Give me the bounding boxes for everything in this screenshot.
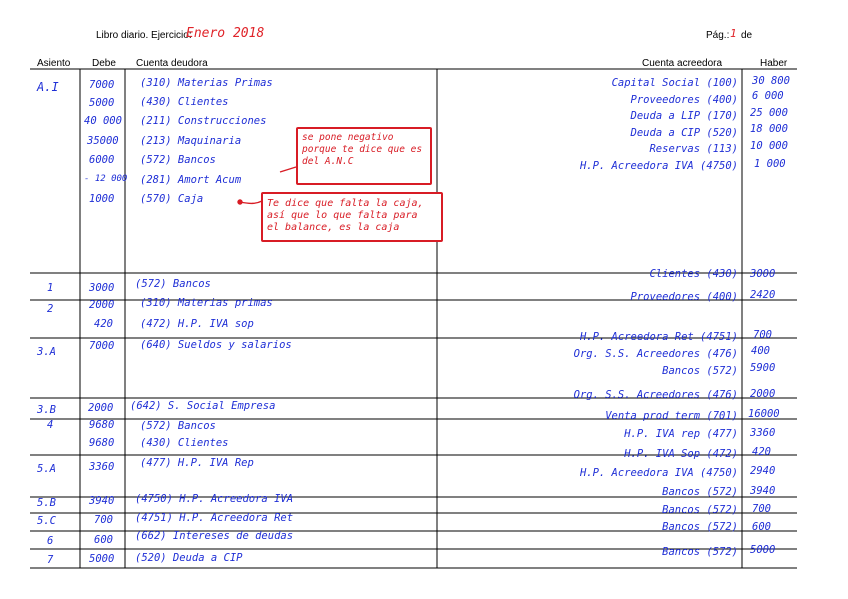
- acreedora-cell: H.P. IVA rep (477): [624, 428, 738, 440]
- debe-cell: 600: [94, 534, 113, 546]
- deudora-cell: (430) Clientes: [140, 96, 229, 108]
- asiento-cell: 4: [47, 419, 54, 431]
- debe-cell: 3940: [89, 495, 115, 507]
- note-line: el balance, es la caja: [267, 222, 400, 233]
- note-line: del A.N.C: [302, 156, 354, 167]
- deudora-cell: (4751) H.P. Acreedora Ret: [135, 512, 294, 524]
- acreedora-cell: Bancos (572): [662, 546, 738, 558]
- page-suffix: de: [741, 30, 753, 41]
- debe-cell: 1000: [89, 193, 115, 205]
- deudora-cell: (572) Bancos: [135, 278, 211, 290]
- acreedora-cell: Venta prod term (701): [605, 410, 738, 422]
- col-debe: Debe: [92, 58, 116, 69]
- note-line: porque te dice que es: [302, 144, 423, 155]
- haber-cell: 700: [753, 329, 772, 341]
- haber-cell: 25 000: [750, 107, 788, 119]
- debe-cell: 2000: [89, 299, 115, 311]
- debe-cell: 5000: [89, 97, 115, 109]
- acreedora-cell: H.P. IVA Sop (472): [624, 448, 738, 460]
- deudora-cell: (430) Clientes: [140, 437, 229, 449]
- col-cuenta-deudora: Cuenta deudora: [136, 58, 208, 69]
- note-caja: [261, 192, 443, 242]
- deudora-cell: (642) S. Social Empresa: [130, 400, 276, 412]
- debe-cell: 9680: [89, 419, 115, 431]
- asiento-cell: 3.B: [37, 404, 56, 416]
- debe-cell: 9680: [89, 437, 115, 449]
- debe-cell: 7000: [89, 79, 115, 91]
- haber-cell: 600: [752, 521, 771, 533]
- debe-cell: 6000: [89, 154, 115, 166]
- acreedora-cell: Proveedores (400): [630, 94, 738, 106]
- deudora-cell: (213) Maquinaria: [140, 135, 242, 147]
- deudora-cell: (570) Caja: [140, 193, 204, 205]
- debe-cell: 2000: [88, 402, 114, 414]
- asiento-cell: 7: [47, 554, 54, 566]
- haber-cell: 3940: [750, 485, 776, 497]
- acreedora-cell: Org. S.S. Acreedores (476): [573, 348, 738, 360]
- col-cuenta-acreedora: Cuenta acreedora: [642, 58, 723, 69]
- deudora-cell: (281) Amort Acum: [140, 174, 242, 186]
- haber-cell: 1 000: [754, 158, 786, 170]
- haber-cell: 16000: [748, 408, 780, 420]
- haber-cell: 30 800: [752, 75, 790, 87]
- note-amortizacion: [296, 127, 432, 185]
- debe-cell: 420: [94, 318, 113, 330]
- col-haber: Haber: [760, 58, 788, 69]
- acreedora-cell: Bancos (572): [662, 365, 738, 377]
- deudora-cell: (472) H.P. IVA sop: [140, 318, 254, 330]
- deudora-cell: (572) Bancos: [140, 154, 216, 166]
- haber-cell: 10 000: [750, 140, 788, 152]
- acreedora-cell: Clientes (430): [649, 268, 738, 280]
- haber-cell: 5000: [750, 544, 776, 556]
- acreedora-cell: Org. S.S. Acreedores (476): [573, 389, 738, 401]
- journal-period: Enero 2018: [186, 26, 265, 41]
- debe-cell: 7000: [89, 340, 115, 352]
- debe-cell: 3360: [89, 461, 115, 473]
- asiento-cell: 2: [47, 303, 54, 315]
- debe-cell: 700: [94, 514, 113, 526]
- journal-title: Libro diario. Ejercicio:: [96, 30, 192, 41]
- haber-cell: 6 000: [752, 90, 784, 102]
- acreedora-cell: Deuda a CIP (520): [630, 127, 738, 139]
- note-line: Te dice que falta la caja,: [267, 198, 424, 209]
- debe-cell: 5000: [89, 553, 115, 565]
- acreedora-cell: Reservas (113): [649, 143, 738, 155]
- note-line: se pone negativo: [302, 132, 394, 143]
- asiento-cell: 6: [47, 535, 54, 547]
- haber-cell: 2000: [750, 388, 776, 400]
- debe-cell: 35000: [87, 135, 119, 147]
- deudora-cell: (310) Materias primas: [140, 297, 273, 309]
- acreedora-cell: Proveedores (400): [630, 291, 738, 303]
- haber-cell: 3360: [750, 427, 776, 439]
- acreedora-cell: Bancos (572): [662, 504, 738, 516]
- asiento-cell: 3.A: [37, 346, 56, 358]
- deudora-cell: (211) Construcciones: [140, 115, 267, 127]
- debe-cell: 3000: [89, 282, 115, 294]
- haber-cell: 700: [752, 503, 771, 515]
- acreedora-cell: H.P. Acreedora IVA (4750): [579, 160, 738, 172]
- deudora-cell: (640) Sueldos y salarios: [140, 339, 292, 351]
- asiento-ai: A.I: [37, 80, 59, 94]
- acreedora-cell: Bancos (572): [662, 521, 738, 533]
- deudora-cell: (662) Intereses de deudas: [135, 530, 294, 542]
- haber-cell: 5900: [750, 362, 776, 374]
- asiento-cell: 5.C: [37, 515, 56, 527]
- acreedora-cell: H.P. Acreedora Ret (4751): [579, 331, 738, 343]
- acreedora-cell: Deuda a LIP (170): [630, 110, 738, 122]
- page-number: 1: [730, 27, 737, 40]
- deudora-cell: (4750) H.P. Acreedora IVA: [135, 493, 294, 505]
- haber-cell: 2420: [750, 289, 776, 301]
- deudora-cell: (310) Materias Primas: [140, 77, 273, 89]
- asiento-cell: 5.A: [37, 463, 56, 475]
- haber-cell: 400: [751, 345, 770, 357]
- acreedora-cell: Bancos (572): [662, 486, 738, 498]
- page-label: Pág.:: [706, 30, 730, 41]
- asiento-cell: 1: [47, 282, 54, 294]
- asiento-cell: 5.B: [37, 497, 56, 509]
- deudora-cell: (572) Bancos: [140, 420, 216, 432]
- haber-cell: 3000: [750, 268, 776, 280]
- debe-cell: - 12 000: [84, 174, 128, 184]
- haber-cell: 18 000: [750, 123, 788, 135]
- acreedora-cell: H.P. Acreedora IVA (4750): [579, 467, 738, 479]
- acreedora-cell: Capital Social (100): [611, 77, 738, 89]
- haber-cell: 420: [752, 446, 771, 458]
- deudora-cell: (520) Deuda a CIP: [135, 552, 243, 564]
- deudora-cell: (477) H.P. IVA Rep: [140, 457, 254, 469]
- debe-cell: 40 000: [84, 115, 122, 127]
- note-line: así que lo que falta para: [267, 210, 418, 221]
- col-asiento: Asiento: [37, 58, 71, 69]
- haber-cell: 2940: [750, 465, 776, 477]
